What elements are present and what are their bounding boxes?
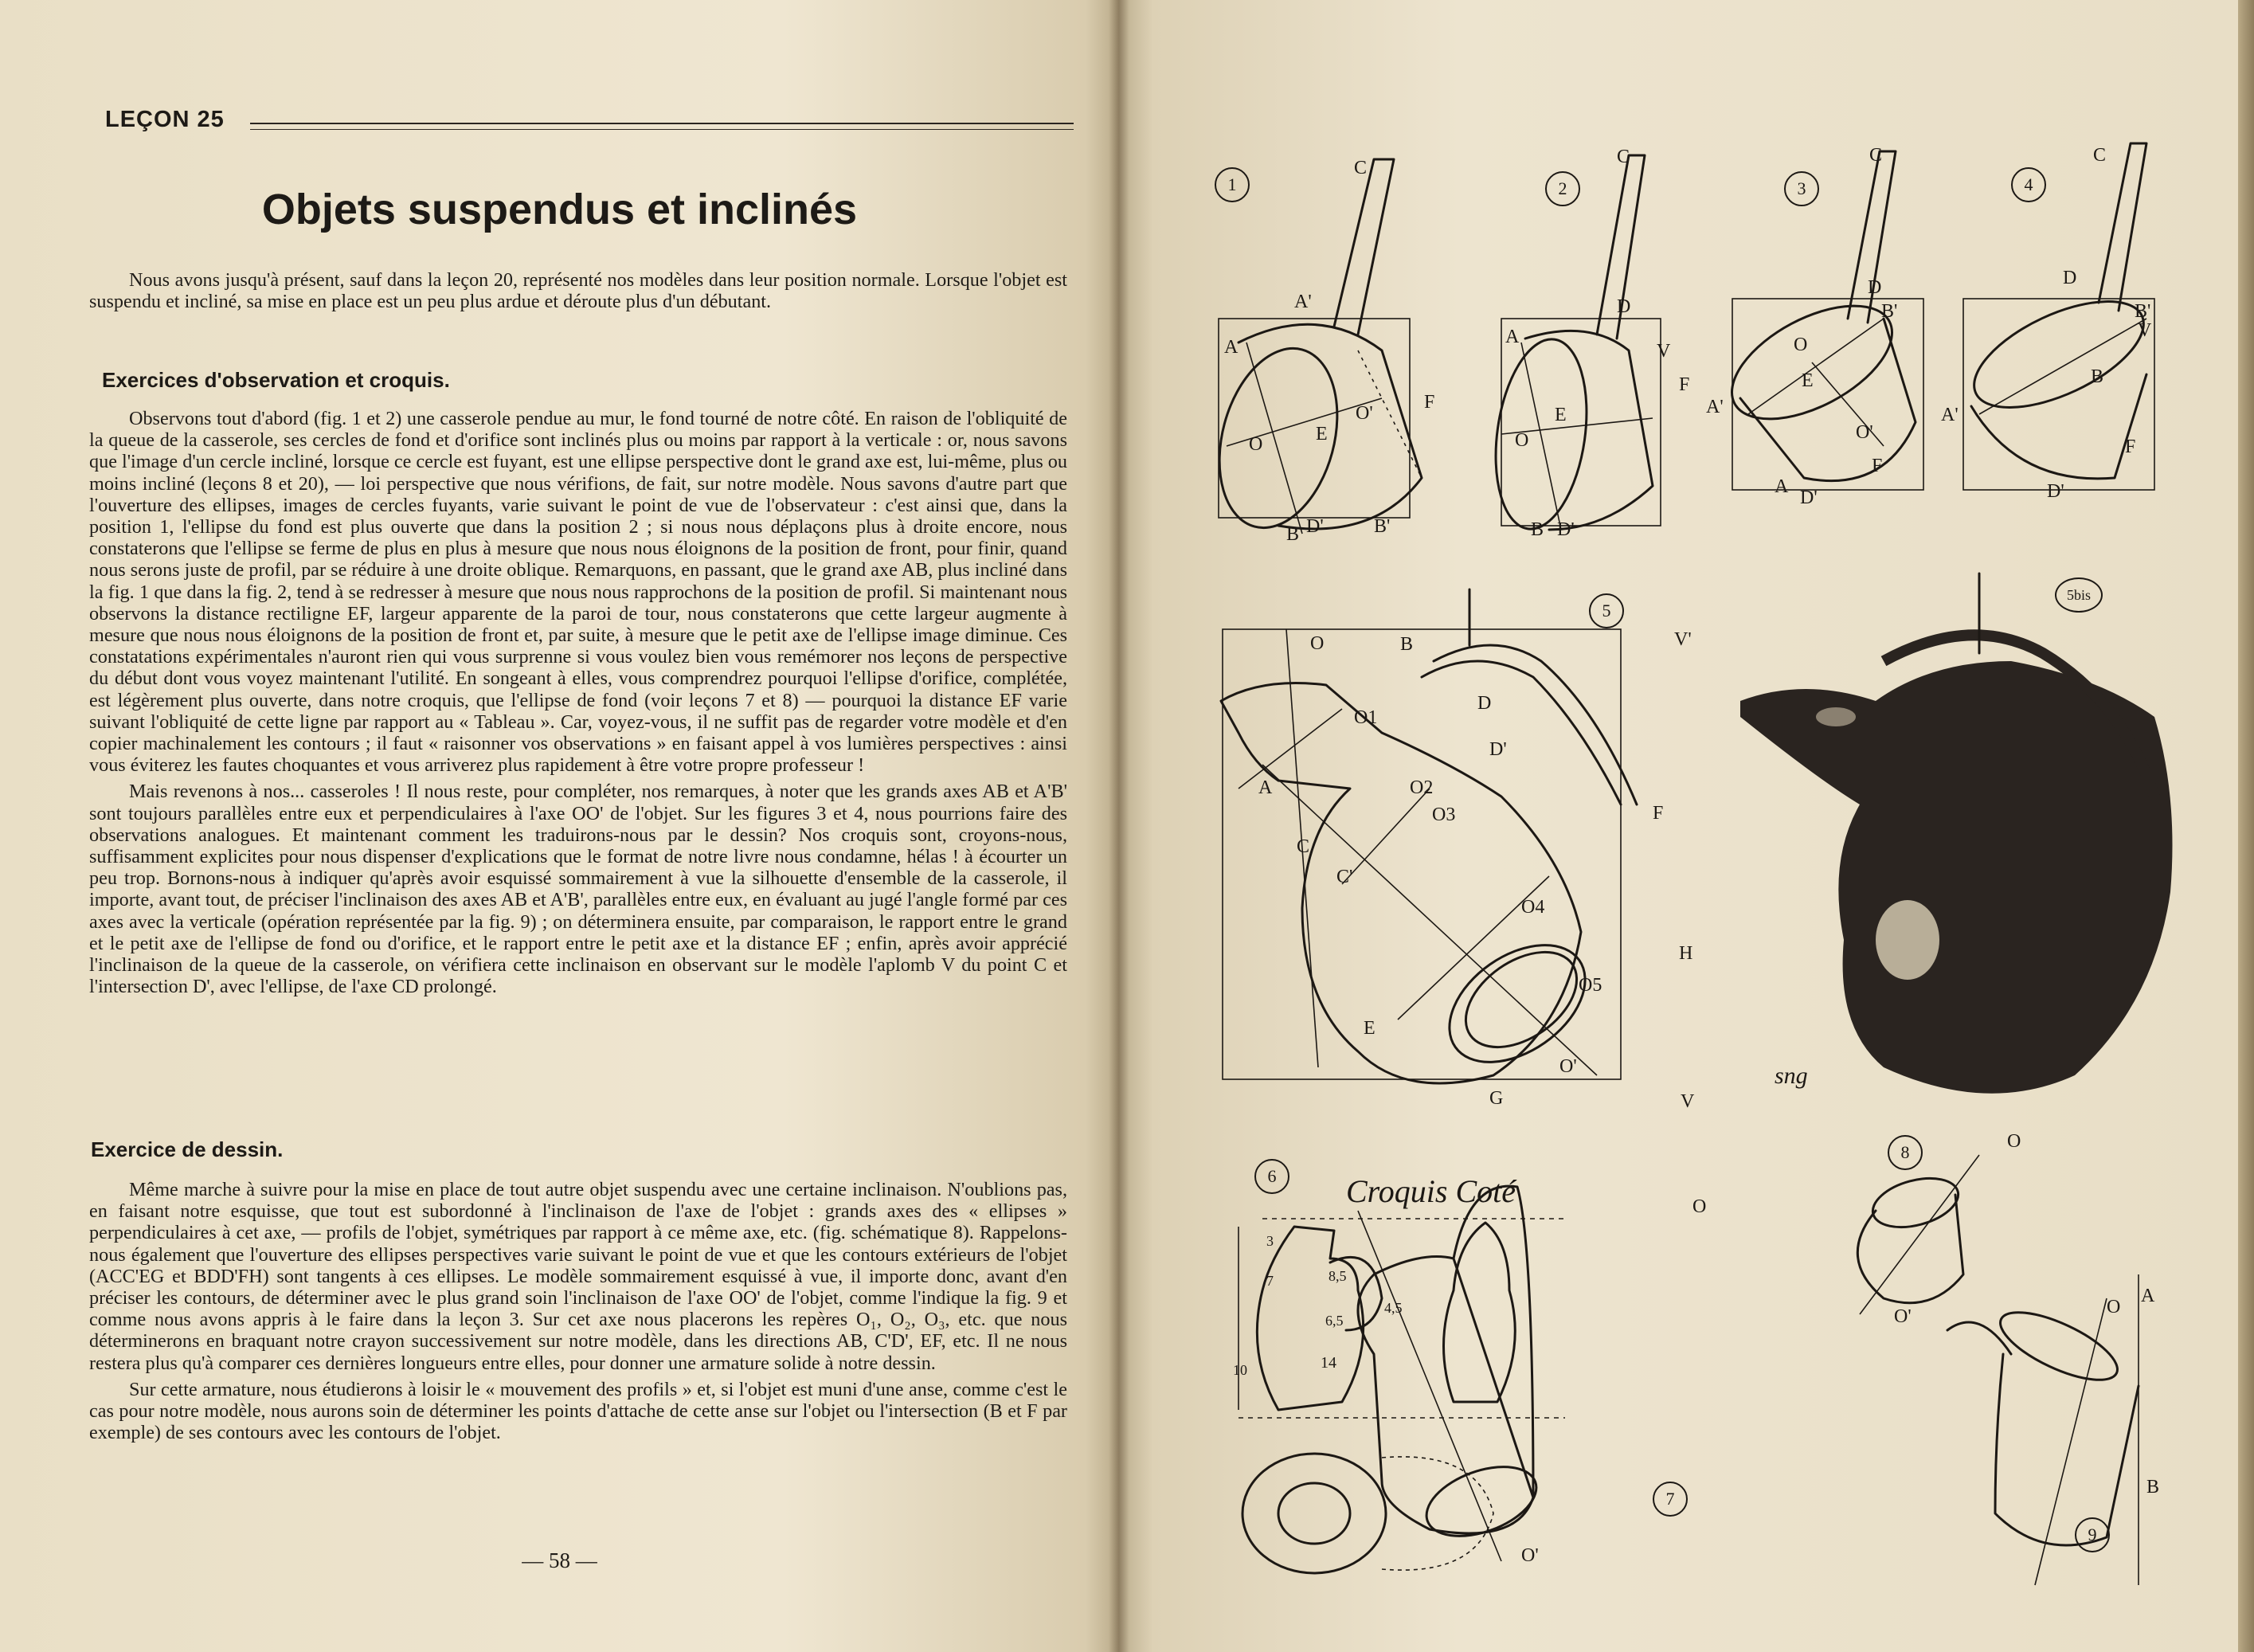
fig1-label: B' [1374, 516, 1391, 537]
fig4-label: B [2091, 366, 2104, 387]
fig3-label: O' [1856, 422, 1873, 443]
fig2-label: B [1531, 519, 1544, 540]
fig5-label: F [1653, 803, 1664, 824]
fig5-label: C' [1336, 867, 1353, 887]
fig3-label: D' [1800, 487, 1818, 508]
fig9-label: B [2146, 1477, 2160, 1497]
fig6-dimension: 4,5 [1384, 1300, 1403, 1316]
fig5-label: E [1364, 1018, 1375, 1039]
fig1-label: B [1286, 524, 1300, 545]
fig2-label: C [1617, 147, 1630, 167]
figure-number: 9 [2075, 1517, 2110, 1552]
fig6-dimension: 14 [1321, 1354, 1336, 1372]
fig8-label: O' [1894, 1306, 1912, 1327]
fig3-label: C [1869, 145, 1883, 166]
fig5-label: O3 [1432, 804, 1456, 825]
fig3-label: A' [1706, 397, 1724, 417]
fig5-label: V [1681, 1091, 1695, 1112]
fig4-label: V [2138, 320, 2152, 341]
fig3-label: E [1802, 370, 1814, 391]
fig5-label: V' [1674, 629, 1692, 650]
fig5-label: O5 [1579, 975, 1602, 996]
fig5-label: G [1489, 1088, 1504, 1109]
paragraph: Sur cette armature, nous étudierons à loisir le « mouvement des profils » et, si l'objet est muni d'une anse, comme c'est le cas pour notre modèle, nous aurons soin de déterminer les points d'attache de cette anse sur l'objet ou l'intersection (B et F par exemple) de ses contours avec les contours de l'objet. [89, 1378, 1067, 1444]
artist-signature: sng [1775, 1063, 1808, 1089]
fig6-dimension: 8,5 [1329, 1268, 1347, 1284]
fig5-label: H [1679, 943, 1693, 964]
lesson-label: LEÇON 25 [105, 107, 225, 132]
left-page [0, 0, 1119, 1652]
fig1-label: C [1354, 158, 1368, 178]
paragraph: Mais revenons à nos... casseroles ! Il nous reste, pour compléter, nos remarques, à noter que les grands axes AB et A'B' sont toujours parallèles entre eux et perpendiculaires à l'axe OO' de l'objet. Sur les figures 3 et 4, nous pourrions faire des observations analogues. Et maintenant comment les traduirons-nous par le dessin? Nos croquis sont, croyons-nous, suffisamment explicites pour nous dispenser d'explications que le format de notre livre nous condamne, hélas ! à écourter un peu trop. Bornons-nous à indiquer qu'après avoir esquissé sommairement à vue la silhouette d'ensemble de la casserole, il importe, avant tout, de préciser l'inclinaison des axes AB et A'B', parallèles entre eux, en évaluant au jugé l'angle formé par ces axes avec la verticale (opération représentée par la fig. 9) ; on déterminera ensuite, par comparaison, le rapport entre le grand et le petit axe de l'ellipse de fond ou d'orifice, et le rapport entre le petit axe et la distance EF ; enfin, après avoir apprécié l'inclinaison de la queue de la casserole, on vérifiera cette inclinaison en observant sur le modèle l'aplomb V du point C et l'intersection D', avec l'ellipse, de l'axe CD prolongé. [89, 781, 1067, 998]
fig3-label: F [1872, 456, 1883, 476]
fig1-label: F [1424, 392, 1435, 413]
page-number: — 58 — [522, 1548, 597, 1572]
fig6-dimension: 10 [1233, 1362, 1247, 1378]
book-gutter [1109, 0, 1129, 1652]
fig5-label: O2 [1410, 777, 1434, 798]
croquis-title: Croquis Coté [1346, 1173, 1516, 1209]
paragraph: Même marche à suivre pour la mise en place de tout autre objet suspendu avec une certaine inclinaison. N'oublions pas, en faisant notre esquisse, que tout est subordonné à l'inclinaison de l'axe de l'objet : grands axes des « ellipses » perpendiculaires à cet axe, — profils de l'objet, symétriques par rapport à ce même axe, etc. (fig. schématique 8). Rappelons-nous également que l'ouverture des ellipses perspectives varie suivant le point de vue et que les contours extérieurs de l'objet (ACC'EG et BDD'FH) sont tangents à ces ellipses. Le modèle sommairement esquissé à vue, il importe donc, avant d'en préciser les contours, de déterminer avec le plus grand soin l'inclinaison de l'axe OO' de l'objet, comme l'indique la fig. 9 et comme nous avons appris à le faire dans la leçon 3. Sur cet axe nous placerons les repères O₁, O₂, O₃, etc. que nous déterminerons en braquant notre crayon successivement sur notre modèle, dans les directions AB, C'D', EF, etc. Il ne nous restera plus qu'à comparer ces dernières longueurs entre elles, pour donner une armature solide à notre dessin. [89, 1179, 1067, 1374]
fig5-label: B [1400, 634, 1414, 655]
fig5-label: A [1258, 777, 1273, 798]
lesson-header [105, 104, 1074, 135]
fig1-label: D' [1306, 516, 1324, 537]
figure-number: 3 [1784, 171, 1819, 206]
fig8-label: O [2007, 1131, 2021, 1152]
section-heading-observation: Exercices d'observation et croquis. [102, 368, 450, 392]
fig5-label: D [1477, 693, 1492, 714]
fig2-label: A [1505, 327, 1520, 347]
fig1-label: O [1249, 434, 1263, 455]
figure-number: 1 [1215, 167, 1250, 202]
fig9-label: A [2141, 1286, 2155, 1306]
figure-number: 2 [1545, 171, 1580, 206]
section-heading-drawing: Exercice de dessin. [91, 1137, 284, 1161]
fig7-label: O' [1521, 1545, 1539, 1566]
fig6-dimension: 7 [1266, 1273, 1274, 1289]
fig3-label: D [1868, 277, 1882, 298]
figure-5bis-shaded-pitcher [1740, 574, 2173, 1094]
fig1-label: O' [1356, 403, 1373, 424]
fig9-label: O [2107, 1297, 2121, 1317]
fig1-label: A' [1294, 292, 1312, 312]
paragraph: Observons tout d'abord (fig. 1 et 2) une casserole pendue au mur, le fond tourné de notre côté. En raison de l'obliquité de la queue de la casserole, ses cercles de fond et d'orifice sont inclinés plus ou moins par rapport à la verticale : or, nous savons que l'image d'un cercle incliné, lorsque ce cercle est fuyant, est une ellipse perspective dont le grand axe est, lui-même, plus ou moins incliné (leçons 8 et 20), — loi perspective que nous vérifions, de fait, sur notre modèle. Nous savons d'autre part que l'ouverture des ellipses, images de cercles fuyants, varie suivant le point de vue de l'observateur : c'est ainsi que, dans la position 1, l'ellipse du fond est plus ouverte que dans la position 2 ; si nous nous déplaçons plus à droite encore, nous constaterons que l'ellipse se ferme de plus en plus à mesure que nous nous éloignons de la position de front, pour finir, quand nous serons juste de profil, par se réduire à une droite oblique. Remarquons, en passant, que le grand axe AB, plus incliné dans la fig. 1 que dans la fig. 2, tend à se redresser à mesure que nous nous rapprochons de la position de profil. Si maintenant nous observons la distance rectiligne EF, largeur apparente de la paroi de tour, nous constaterons que cette largeur augmente à mesure que nous nous éloignons de la position de front et, par suite, à mesure que le petit axe de l'ellipse image diminue. Ces constatations expérimentales n'auront rien qui vous surprenne si vous voulez bien vous remémorer nos leçons de perspective du début dont vous voyez maintenant l'utilité. En songeant à elles, vous comprendrez pourquoi l'ellipse d'orifice, complétée, est légèrement plus ouverte, dans notre croquis, que l'ellipse de fond (voir leçons 7 et 8) — pourquoi la distance EF varie suivant l'obliquité de cette ligne par rapport au « Tableau ». Car, voyez-vous, il ne suffit pas de regarder votre modèle et d'en copier machinalement les contours ; il faut « raisonner vos observations » en faisant appel à vos lumières perspectives : ainsi vous éviterez les fautes choquantes et vous arriverez plus rapidement à être votre propre professeur ! [89, 408, 1067, 777]
fig3-label: B' [1881, 301, 1898, 322]
figure-number: 7 [1653, 1482, 1688, 1517]
figure-plate [1119, 0, 2254, 1652]
fig1-label: A [1224, 337, 1239, 358]
fig5-label: O' [1559, 1056, 1577, 1077]
intro-paragraph: Nous avons jusqu'à présent, sauf dans la leçon 20, représenté nos modèles dans leur position normale. Lorsque l'objet est suspendu et incliné, sa mise en place est un peu plus ardue et déroute plus d'un débutant. [89, 269, 1067, 313]
fig4-label: C [2093, 145, 2107, 166]
fig2-label: D' [1557, 519, 1575, 540]
fig5-label: C [1297, 836, 1310, 857]
fig4-label: A' [1941, 405, 1959, 425]
section-body-observation [89, 408, 1067, 997]
figure-number: 6 [1254, 1159, 1289, 1194]
header-rule [250, 123, 1074, 124]
fig4-label: D' [2047, 481, 2064, 502]
figure-8-schematic [1857, 1155, 1979, 1314]
figure-9-jug-with-plumb [1947, 1274, 2139, 1585]
fig2-label: D [1617, 296, 1631, 317]
fig5-label: O4 [1521, 897, 1545, 918]
fig1-label: E [1316, 424, 1328, 444]
fig2-label: O [1515, 430, 1529, 451]
section-body-drawing [89, 1179, 1067, 1443]
fig4-label: D [2063, 268, 2077, 288]
fig7-label: O [1692, 1196, 1707, 1217]
fig4-label: F [2125, 436, 2136, 457]
fig6-dimension: 6,5 [1325, 1313, 1344, 1329]
fig2-label: V [1657, 341, 1671, 362]
fig3-label: O [1794, 335, 1808, 355]
fig5-label: O1 [1354, 707, 1378, 728]
fig2-label: E [1555, 405, 1567, 425]
fig2-label: F [1679, 374, 1690, 395]
intro-text [89, 269, 1067, 312]
fig5-label: O [1310, 633, 1325, 654]
fig3-label: A [1775, 476, 1789, 497]
figure-5-pitcher-construction [1221, 589, 1637, 1086]
figure-number: 8 [1888, 1135, 1923, 1170]
figure-number: 5bis [2055, 577, 2103, 613]
header-rule-thin [250, 129, 1074, 130]
fig4-label: B' [2135, 301, 2151, 322]
fig5-label: D' [1489, 739, 1507, 760]
fig6-dimension: 3 [1266, 1233, 1274, 1249]
page-title: Objets suspendus et inclinés [261, 186, 858, 233]
figure-number: 5 [1589, 593, 1624, 628]
figure-number: 4 [2011, 167, 2046, 202]
